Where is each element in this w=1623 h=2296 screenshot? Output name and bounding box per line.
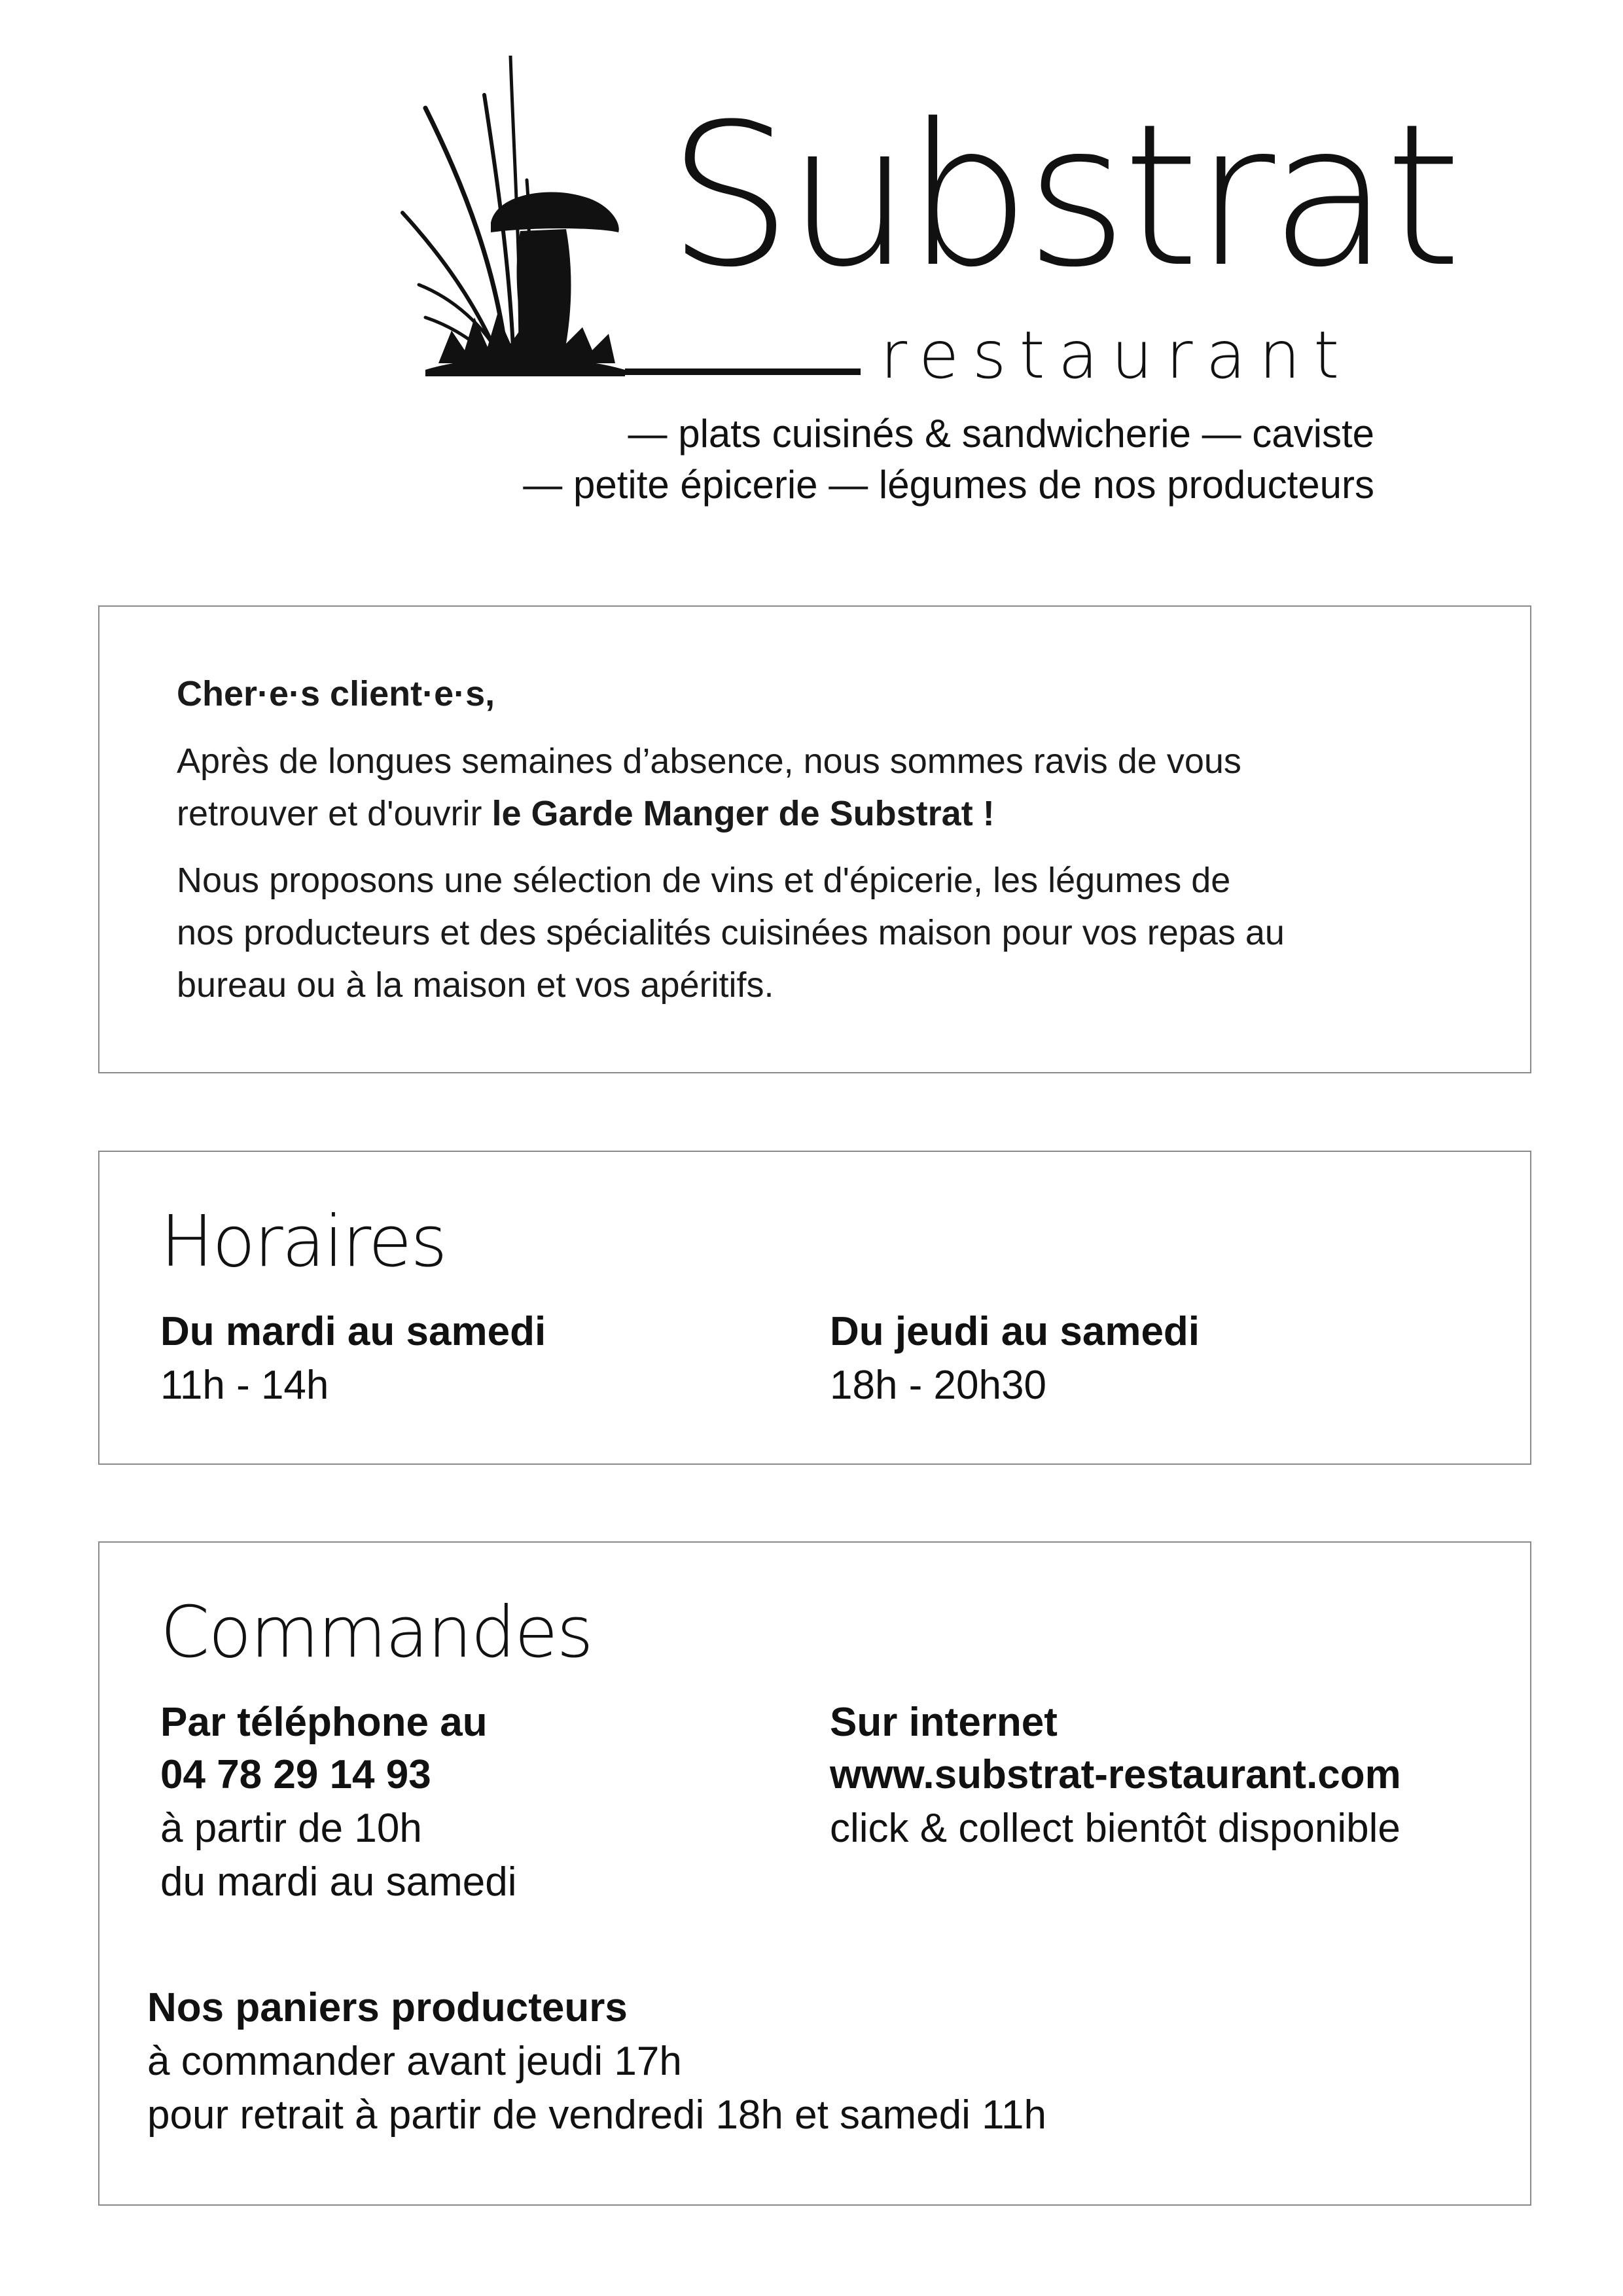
hours-evening-heading: Du jeudi au samedi — [830, 1309, 1200, 1354]
hours-weekday-time: 11h - 14h — [160, 1363, 329, 1408]
brand-subtitle: restaurant — [880, 317, 1353, 393]
phone-days: du mardi au samedi — [160, 1859, 517, 1905]
basket-heading: Nos paniers producteurs — [147, 1985, 628, 2030]
brand-divider — [625, 368, 861, 375]
mushroom-grass-logo-icon — [399, 56, 648, 383]
hours-evening-time: 18h - 20h30 — [830, 1363, 1046, 1408]
hours-title: Horaires — [160, 1201, 446, 1283]
hours-weekday-heading: Du mardi au samedi — [160, 1309, 546, 1354]
phone-number[interactable]: 04 78 29 14 93 — [160, 1752, 431, 1797]
orders-title: Commandes — [160, 1592, 592, 1674]
intro-paragraph-1 — [177, 735, 1241, 840]
tagline-line-1: — plats cuisinés & sandwicherie — caviste — [628, 412, 1374, 456]
intro-p2-line-3: bureau ou à la maison et vos apéritifs. — [177, 965, 774, 1005]
basket-pickup-times: pour retrait à partir de vendredi 18h et samedi 11h — [147, 2092, 1046, 2138]
tagline-line-2: — petite épicerie — légumes de nos producteurs — [523, 463, 1374, 507]
intro-p1-line-1: Après de longues semaines d’absence, nous sommes ravis de vous — [177, 742, 1241, 781]
greeting: Cher·e·s client·e·s, — [177, 674, 495, 713]
phone-from-time: à partir de 10h — [160, 1806, 422, 1851]
basket-order-deadline: à commander avant jeudi 17h — [147, 2039, 682, 2084]
phone-heading: Par téléphone au — [160, 1700, 488, 1745]
web-heading: Sur internet — [830, 1700, 1058, 1745]
intro-p2-line-2: nos producteurs et des spécialités cuisinées maison pour vos repas au — [177, 913, 1285, 952]
intro-p1-line-2-text: retrouver et d'ouvrir — [177, 794, 492, 833]
brand-name: Substrat — [668, 82, 1457, 310]
garde-manger-highlight: le Garde Manger de Substrat ! — [491, 794, 995, 833]
intro-p1-line-2 — [177, 787, 1241, 840]
intro-paragraph-2 — [177, 854, 1285, 1011]
website-link[interactable]: www.substrat-restaurant.com — [830, 1752, 1401, 1797]
click-collect-note: click & collect bientôt disponible — [830, 1806, 1400, 1851]
intro-p2-line-1: Nous proposons une sélection de vins et d'épicerie, les légumes de — [177, 861, 1231, 900]
